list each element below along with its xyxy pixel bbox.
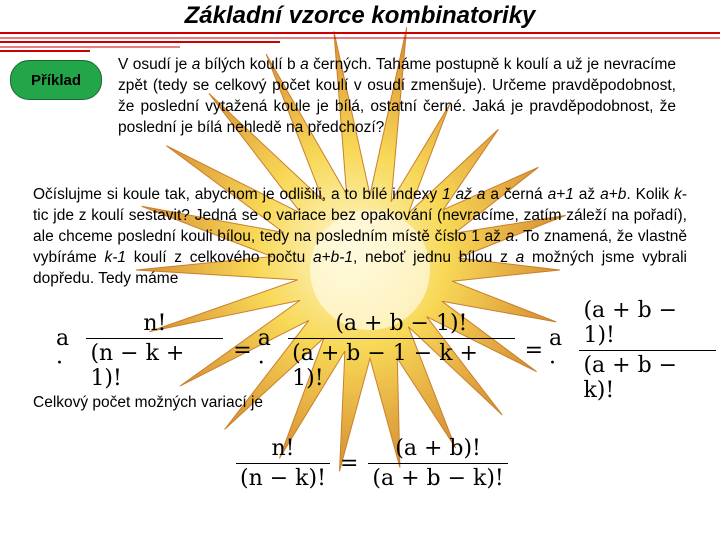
formula-variations-last-white: a · $\frac{n!}{(n - k + 1)!}$ = a · $\frac{(a + b - 1)!}{(a + b - 1 - k + 1)!}$ = a · $\frac{(a + b - 1)!}{(a + b - k)!}$: [56, 298, 720, 403]
formula-coef: a ·: [257, 325, 271, 376]
formula-fraction: $\frac{n!}{(n - k)!}$: [236, 436, 330, 491]
formula-total-variations: $\frac{n!}{(n - k)!}$ = $\frac{(a + b)!}{(a + b - k)!}$: [232, 436, 512, 491]
example-text: V osudí je a bílých koulí b a černých. Taháme postupně k koulí a už je nevracíme zpět (tedy se celkový počet koulí v osudí zmenšuje). Určeme pravděpodobnost, že poslední vytažená koule je bílá, ostatní černé. Jaká je pravděpodobnost, že poslední je bílá nehledě na předchozí?: [118, 56, 676, 136]
formula-coef: a ·: [549, 325, 563, 376]
formula-fraction: $\frac{(a + b)!}{(a + b - k)!}$: [368, 436, 507, 491]
example-badge-label: Příklad: [30, 71, 82, 89]
formula-fraction: $\frac{n!}{(n - k + 1)!}$: [86, 311, 223, 391]
example-badge: [10, 60, 102, 100]
page-title: Základní vzorce kombinatoriky: [184, 2, 536, 29]
total-variations-text: Celkový počet možných variací je: [33, 394, 264, 411]
solution-paragraph: Očíslujme si koule tak, abychom je odlišili, a to bílé indexy 1 až a a černá a+1 až a+b. Kolik k-tic jde z koulí sestavit? Jedná se o variace bez opakování (nevracíme, zatím záleží na pořadí), ale chceme poslední kouli bílou, tedy na posledním místě číslo 1 až a. To znamená, že vlastně vybíráme k-1 koulí z celkového počtu a+b-1, neboť jednu bílou z a možných jsme vybrali dopředu. Tedy máme: [33, 186, 688, 287]
formula-fraction: $\frac{(a + b - 1)!}{(a + b - 1 - k + 1)!}$: [288, 311, 514, 391]
formula-fraction: $\frac{(a + b - 1)!}{(a + b - k)!}$: [579, 298, 716, 403]
formula-coef: a ·: [56, 325, 70, 376]
